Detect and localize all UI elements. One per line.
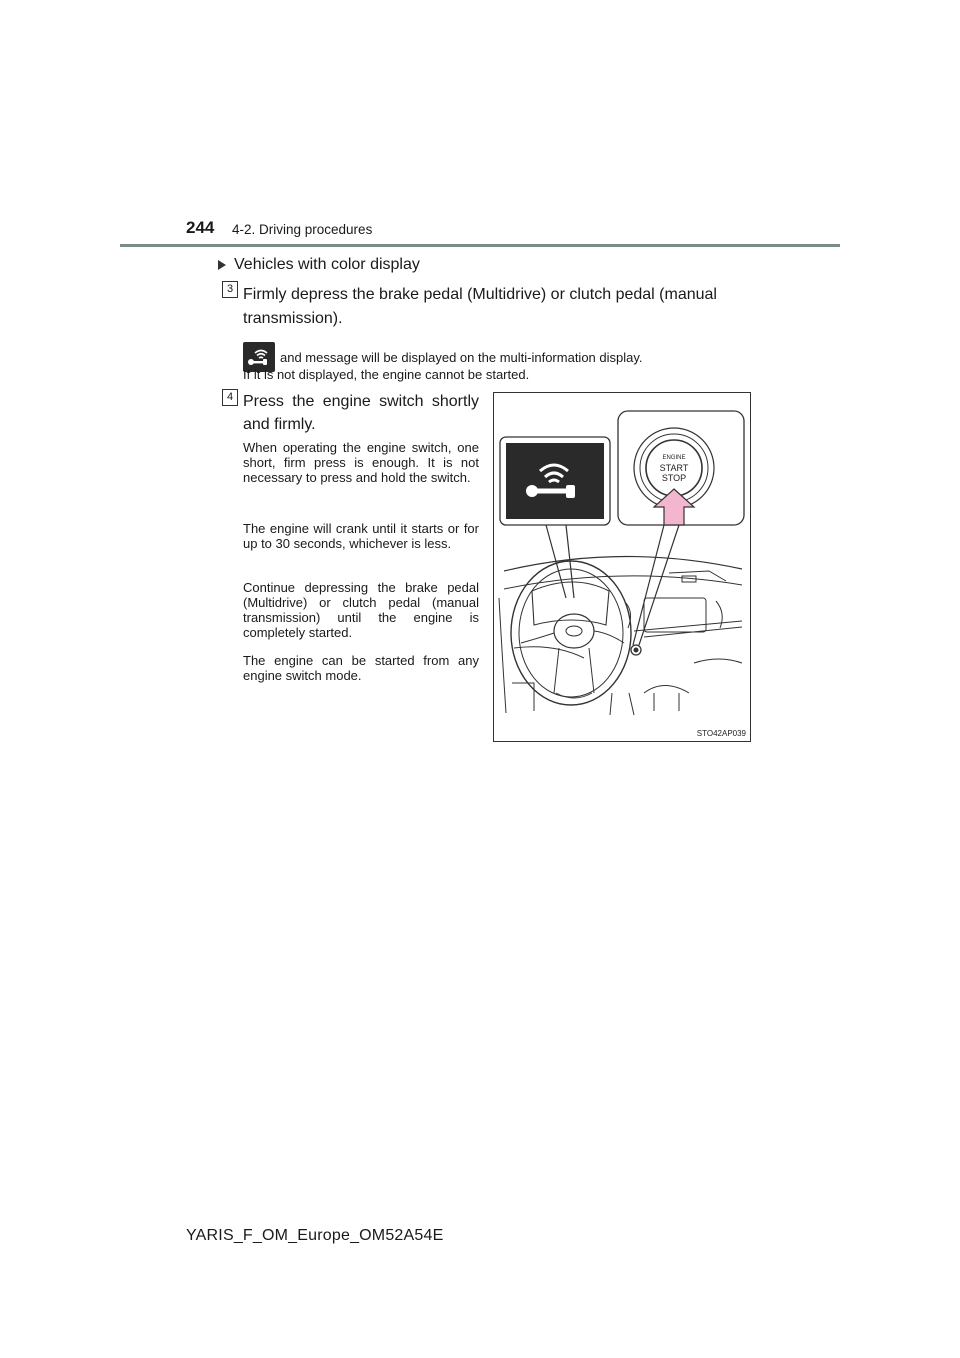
step-4-text: Press the engine switch shortly and firmly. — [243, 393, 479, 433]
step-number-3: 3 — [222, 281, 238, 298]
step-3-text: Firmly depress the brake pedal (Multidrive) or clutch pedal (manual transmission). — [243, 286, 717, 327]
step-number-4: 4 — [222, 389, 238, 406]
footer-document-id: YARIS_F_OM_Europe_OM52A54E — [186, 1227, 444, 1244]
button-label-start: START — [659, 463, 689, 473]
dashboard-illustration — [493, 392, 751, 742]
step-4-paragraph: The engine will crank until it starts or for up to 30 seconds, whichever is less. — [243, 521, 479, 551]
step-4-paragraph: The engine can be started from any engine switch mode. — [243, 653, 479, 683]
step-4-paragraph: Continue depressing the brake pedal (Multidrive) or clutch pedal (manual transmission) until the engine is completely started. — [243, 580, 479, 640]
triangle-bullet-icon — [218, 260, 226, 270]
section-title: 4-2. Driving procedures — [232, 222, 373, 237]
variant-label-text: Vehicles with color display — [234, 256, 420, 273]
step-3-note-2: If it is not displayed, the engine cannot be started. — [243, 367, 530, 382]
figure-code: STO42AP039 — [696, 729, 746, 738]
button-label-stop: STOP — [661, 473, 687, 483]
variant-label — [218, 256, 420, 274]
button-label-engine: ENGINE — [662, 455, 686, 461]
dashboard-drawing — [494, 393, 750, 741]
page-number: 244 — [186, 218, 215, 237]
step-4-paragraph: When operating the engine switch, one short, firm press is enough. It is not necessary to press and hold the switch. — [243, 440, 479, 485]
header-divider — [120, 244, 840, 247]
step-3-note-text: and message will be displayed on the multi-information display. — [280, 349, 643, 365]
